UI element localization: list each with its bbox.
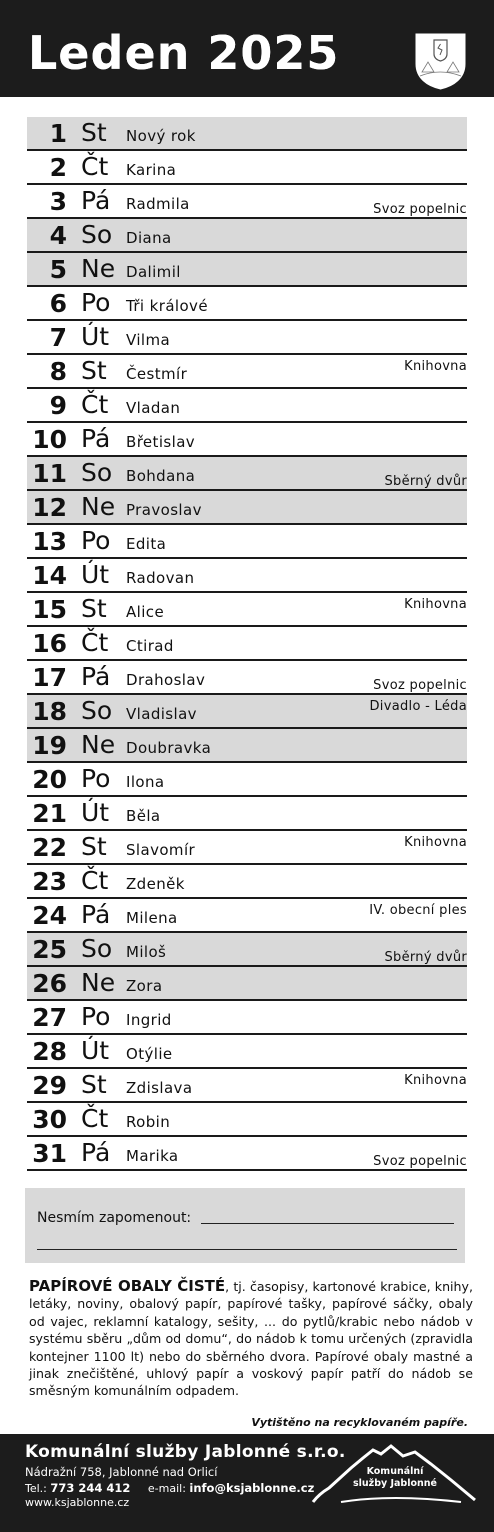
day-number: 27 bbox=[32, 1003, 67, 1032]
day-number: 8 bbox=[49, 357, 67, 386]
day-row bbox=[27, 559, 467, 593]
day-event: Sběrný dvůr bbox=[384, 950, 467, 965]
weekday-abbr: Út bbox=[81, 560, 110, 589]
day-number: 7 bbox=[49, 323, 67, 352]
name-day: Ctirad bbox=[126, 637, 174, 655]
name-day: Zora bbox=[126, 977, 163, 995]
page-header bbox=[0, 0, 494, 97]
day-number: 31 bbox=[32, 1139, 67, 1168]
weekday-abbr: Po bbox=[81, 526, 111, 555]
day-number: 4 bbox=[49, 221, 67, 250]
email-link[interactable]: info@ksjablonne.cz bbox=[189, 1481, 315, 1495]
weekday-abbr: Ne bbox=[81, 968, 116, 997]
printed-note: Vytištěno na recyklovaném papíře. bbox=[251, 1416, 468, 1429]
day-number: 9 bbox=[49, 391, 67, 420]
day-event: Knihovna bbox=[404, 597, 467, 612]
name-day: Vladan bbox=[126, 399, 181, 417]
day-row bbox=[27, 321, 467, 355]
day-row bbox=[27, 933, 467, 967]
day-row bbox=[27, 185, 467, 219]
name-day: Zdeněk bbox=[126, 875, 185, 893]
day-number: 26 bbox=[32, 969, 67, 998]
name-day: Dalimil bbox=[126, 263, 181, 281]
day-number: 22 bbox=[32, 833, 67, 862]
name-day: Ilona bbox=[126, 773, 165, 791]
day-number: 3 bbox=[49, 187, 67, 216]
day-number: 16 bbox=[32, 629, 67, 658]
day-event: IV. obecní ples bbox=[369, 903, 467, 918]
day-row bbox=[27, 389, 467, 423]
weekday-abbr: Pá bbox=[81, 662, 111, 691]
day-row bbox=[27, 219, 467, 253]
weekday-abbr: Pá bbox=[81, 900, 111, 929]
weekday-abbr: St bbox=[81, 118, 107, 147]
name-day: Tři králové bbox=[126, 297, 208, 315]
page-footer bbox=[0, 1434, 494, 1532]
day-row bbox=[27, 287, 467, 321]
name-day: Drahoslav bbox=[126, 671, 206, 689]
day-number: 14 bbox=[32, 561, 67, 590]
name-day: Čestmír bbox=[126, 365, 188, 383]
weekday-abbr: Pá bbox=[81, 1138, 111, 1167]
day-number: 30 bbox=[32, 1105, 67, 1134]
day-event: Knihovna bbox=[404, 1073, 467, 1088]
day-row bbox=[27, 967, 467, 1001]
company-name: Komunální služby Jablonné s.r.o. bbox=[25, 1442, 346, 1462]
day-list bbox=[27, 117, 467, 1171]
day-number: 1 bbox=[49, 119, 67, 148]
company-contact bbox=[25, 1481, 314, 1495]
day-number: 23 bbox=[32, 867, 67, 896]
weekday-abbr: Po bbox=[81, 288, 111, 317]
day-number: 24 bbox=[32, 901, 67, 930]
name-day: Doubravka bbox=[126, 739, 212, 757]
day-row bbox=[27, 1001, 467, 1035]
day-row bbox=[27, 865, 467, 899]
day-row bbox=[27, 763, 467, 797]
name-day: Břetislav bbox=[126, 433, 196, 451]
day-number: 17 bbox=[32, 663, 67, 692]
day-number: 15 bbox=[32, 595, 67, 624]
name-day: Radmila bbox=[126, 195, 190, 213]
email-label: e-mail: bbox=[147, 1482, 186, 1495]
weekday-abbr: Út bbox=[81, 798, 110, 827]
day-number: 18 bbox=[32, 697, 67, 726]
day-row bbox=[27, 457, 467, 491]
day-row bbox=[27, 423, 467, 457]
logo-line: služby Jablonné bbox=[352, 1478, 437, 1489]
notes-box bbox=[25, 1188, 465, 1263]
day-number: 12 bbox=[32, 493, 67, 522]
day-row bbox=[27, 661, 467, 695]
name-day: Robin bbox=[126, 1113, 171, 1131]
notes-line bbox=[37, 1249, 457, 1250]
weekday-abbr: Út bbox=[81, 322, 110, 351]
town-crest-icon bbox=[414, 32, 467, 90]
weekday-abbr: Čt bbox=[81, 152, 109, 181]
day-event: Svoz popelnic bbox=[373, 202, 467, 217]
paper-info bbox=[29, 1278, 473, 1400]
weekday-abbr: Čt bbox=[81, 866, 109, 895]
name-day: Slavomír bbox=[126, 841, 196, 859]
day-number: 25 bbox=[32, 935, 67, 964]
name-day: Alice bbox=[126, 603, 165, 621]
weekday-abbr: St bbox=[81, 832, 107, 861]
tel-label: Tel.: bbox=[25, 1482, 47, 1495]
name-day: Radovan bbox=[126, 569, 195, 587]
day-row bbox=[27, 355, 467, 389]
weekday-abbr: Pá bbox=[81, 424, 111, 453]
day-row bbox=[27, 1137, 467, 1171]
day-number: 2 bbox=[49, 153, 67, 182]
day-row bbox=[27, 899, 467, 933]
day-number: 6 bbox=[49, 289, 67, 318]
day-row bbox=[27, 627, 467, 661]
name-day: Zdislava bbox=[126, 1079, 193, 1097]
month-title: Leden 2025 bbox=[28, 26, 340, 80]
name-day: Marika bbox=[126, 1147, 179, 1165]
day-number: 29 bbox=[32, 1071, 67, 1100]
day-number: 5 bbox=[49, 255, 67, 284]
day-row bbox=[27, 151, 467, 185]
day-row bbox=[27, 1035, 467, 1069]
day-row bbox=[27, 695, 467, 729]
day-row bbox=[27, 729, 467, 763]
day-event: Svoz popelnic bbox=[373, 1154, 467, 1169]
notes-label: Nesmím zapomenout: bbox=[37, 1210, 192, 1226]
paper-lead: PAPÍROVÉ OBALY ČISTÉ bbox=[29, 1277, 226, 1295]
weekday-abbr: Čt bbox=[81, 1104, 109, 1133]
name-day: Nový rok bbox=[126, 127, 196, 145]
name-day: Miloš bbox=[126, 943, 167, 961]
name-day: Karina bbox=[126, 161, 177, 179]
weekday-abbr: Ne bbox=[81, 492, 116, 521]
day-row bbox=[27, 253, 467, 287]
day-event: Sběrný dvůr bbox=[384, 474, 467, 489]
weekday-abbr: St bbox=[81, 356, 107, 385]
day-number: 28 bbox=[32, 1037, 67, 1066]
name-day: Pravoslav bbox=[126, 501, 202, 519]
day-row bbox=[27, 1069, 467, 1103]
name-day: Bohdana bbox=[126, 467, 196, 485]
weekday-abbr: So bbox=[81, 220, 113, 249]
day-event: Knihovna bbox=[404, 359, 467, 374]
name-day: Otýlie bbox=[126, 1045, 173, 1063]
day-row bbox=[27, 593, 467, 627]
weekday-abbr: St bbox=[81, 1070, 107, 1099]
day-event: Divadlo - Léda bbox=[369, 699, 467, 714]
name-day: Edita bbox=[126, 535, 167, 553]
day-row bbox=[27, 491, 467, 525]
paper-text: , tj. časopisy, kartonové krabice, knihy, letáky, noviny, obalový papír, papírové tašky, papírové sáčky, obaly od vajec, reklamní katalogy, sešity, ... do pytlů/krabic nebo nádob v systému sběru „dům od domu“, do nádob k tomu určených (zpravidla kontejner 1100 lt) nebo do sběrného dvora. Papírové obaly mastné a jinak znečištěné, uhlový papír a voskový papír patří do nádob se směsným komunálním odpadem. bbox=[29, 1279, 473, 1399]
weekday-abbr: So bbox=[81, 696, 113, 725]
weekday-abbr: Po bbox=[81, 764, 111, 793]
name-day: Milena bbox=[126, 909, 178, 927]
day-number: 10 bbox=[32, 425, 67, 454]
day-number: 19 bbox=[32, 731, 67, 760]
day-row bbox=[27, 797, 467, 831]
day-number: 11 bbox=[32, 459, 67, 488]
web-link[interactable]: www.ksjablonne.cz bbox=[25, 1496, 130, 1509]
day-number: 13 bbox=[32, 527, 67, 556]
day-row bbox=[27, 525, 467, 559]
day-row bbox=[27, 117, 467, 151]
day-row bbox=[27, 831, 467, 865]
weekday-abbr: Út bbox=[81, 1036, 110, 1065]
company-address: Nádražní 758, Jablonné nad Orlicí bbox=[25, 1465, 218, 1479]
name-day: Běla bbox=[126, 807, 161, 825]
weekday-abbr: So bbox=[81, 458, 113, 487]
weekday-abbr: Čt bbox=[81, 628, 109, 657]
day-event: Knihovna bbox=[404, 835, 467, 850]
name-day: Vilma bbox=[126, 331, 171, 349]
weekday-abbr: Čt bbox=[81, 390, 109, 419]
weekday-abbr: Ne bbox=[81, 730, 116, 759]
logo-text bbox=[350, 1466, 440, 1490]
tel-number: 773 244 412 bbox=[50, 1481, 131, 1495]
weekday-abbr: Ne bbox=[81, 254, 116, 283]
name-day: Ingrid bbox=[126, 1011, 172, 1029]
day-event: Svoz popelnic bbox=[373, 678, 467, 693]
day-number: 21 bbox=[32, 799, 67, 828]
day-row bbox=[27, 1103, 467, 1137]
name-day: Vladislav bbox=[126, 705, 197, 723]
name-day: Diana bbox=[126, 229, 172, 247]
day-number: 20 bbox=[32, 765, 67, 794]
weekday-abbr: So bbox=[81, 934, 113, 963]
weekday-abbr: Po bbox=[81, 1002, 111, 1031]
notes-line bbox=[201, 1223, 454, 1224]
weekday-abbr: St bbox=[81, 594, 107, 623]
weekday-abbr: Pá bbox=[81, 186, 111, 215]
logo-line: Komunální bbox=[366, 1466, 424, 1477]
